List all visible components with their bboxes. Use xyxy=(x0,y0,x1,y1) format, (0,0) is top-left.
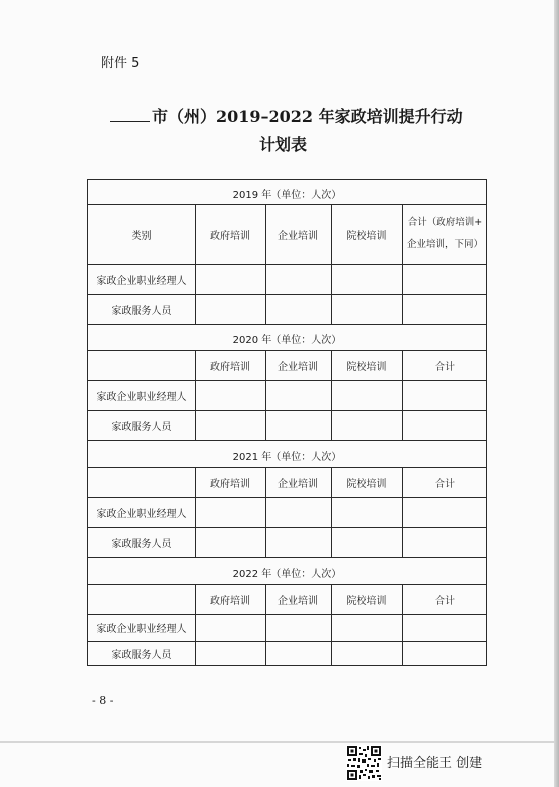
col-school-training: 院校培训 xyxy=(346,230,387,242)
col-gov-training: 政府培训 xyxy=(210,595,250,607)
col-gov-training: 政府培训 xyxy=(210,230,250,242)
divider xyxy=(195,584,196,666)
category-header: 类别 xyxy=(131,230,152,242)
divider xyxy=(402,584,403,666)
divider xyxy=(331,467,332,557)
col-school-training: 院校培训 xyxy=(346,478,387,490)
divider xyxy=(331,584,332,666)
divider xyxy=(331,204,332,324)
annex-label: 附件 5 xyxy=(101,56,140,71)
title-text: 市（州）2019–2022 年家政培训提升行动 xyxy=(152,107,463,126)
divider xyxy=(331,350,332,440)
title-blank-line xyxy=(110,109,150,122)
col-enterprise-training: 企业培训 xyxy=(278,595,318,607)
year-header-2022: 2022 年（单位：人次） xyxy=(232,569,342,580)
col-school-training: 院校培训 xyxy=(346,595,387,607)
col-total-line2: 企业培训，下同） xyxy=(406,239,483,250)
row-label-worker: 家政服务人员 xyxy=(111,538,172,550)
divider xyxy=(88,557,486,558)
divider xyxy=(265,467,266,557)
row-label-worker: 家政服务人员 xyxy=(111,421,172,433)
col-gov-training: 政府培训 xyxy=(210,361,250,373)
col-total: 合计 xyxy=(435,361,455,373)
col-total: 合计 xyxy=(435,478,455,490)
qr-code-icon xyxy=(346,745,382,781)
page-number: - 8 - xyxy=(92,694,114,707)
divider xyxy=(402,467,403,557)
col-school-training: 院校培训 xyxy=(346,361,387,373)
divider xyxy=(265,204,266,324)
scanner-watermark: 扫描全能王 创建 xyxy=(387,756,483,771)
document-subtitle: 计划表 xyxy=(258,135,307,154)
row-label-manager: 家政企业职业经理人 xyxy=(96,275,187,287)
row-label-manager: 家政企业职业经理人 xyxy=(96,508,187,520)
divider xyxy=(265,584,266,666)
divider xyxy=(88,440,486,441)
divider xyxy=(265,350,266,440)
row-label-manager: 家政企业职业经理人 xyxy=(96,624,187,635)
col-enterprise-training: 企业培训 xyxy=(278,361,318,373)
row-label-worker: 家政服务人员 xyxy=(111,650,172,661)
col-total xyxy=(402,204,488,264)
plan-table xyxy=(87,179,487,666)
col-gov-training: 政府培训 xyxy=(210,478,250,490)
year-header-2021: 2021 年（单位：人次） xyxy=(232,452,342,463)
divider xyxy=(402,204,403,324)
col-total-line1: 合计（政府培训+ xyxy=(407,217,483,228)
col-enterprise-training: 企业培训 xyxy=(278,478,318,490)
year-header-2020: 2020 年（单位：人次） xyxy=(232,335,342,346)
document-title xyxy=(110,104,470,127)
page-edge-shadow xyxy=(0,741,555,743)
col-enterprise-training: 企业培训 xyxy=(278,230,318,242)
row-label-worker: 家政服务人员 xyxy=(111,305,172,317)
divider xyxy=(88,324,486,325)
year-header-2019: 2019 年（单位：人次） xyxy=(232,190,342,201)
divider xyxy=(402,350,403,440)
divider xyxy=(195,467,196,557)
divider xyxy=(195,204,196,324)
row-label-manager: 家政企业职业经理人 xyxy=(96,391,187,403)
col-total: 合计 xyxy=(435,595,455,607)
divider xyxy=(195,350,196,440)
page-edge-shadow xyxy=(554,0,559,787)
